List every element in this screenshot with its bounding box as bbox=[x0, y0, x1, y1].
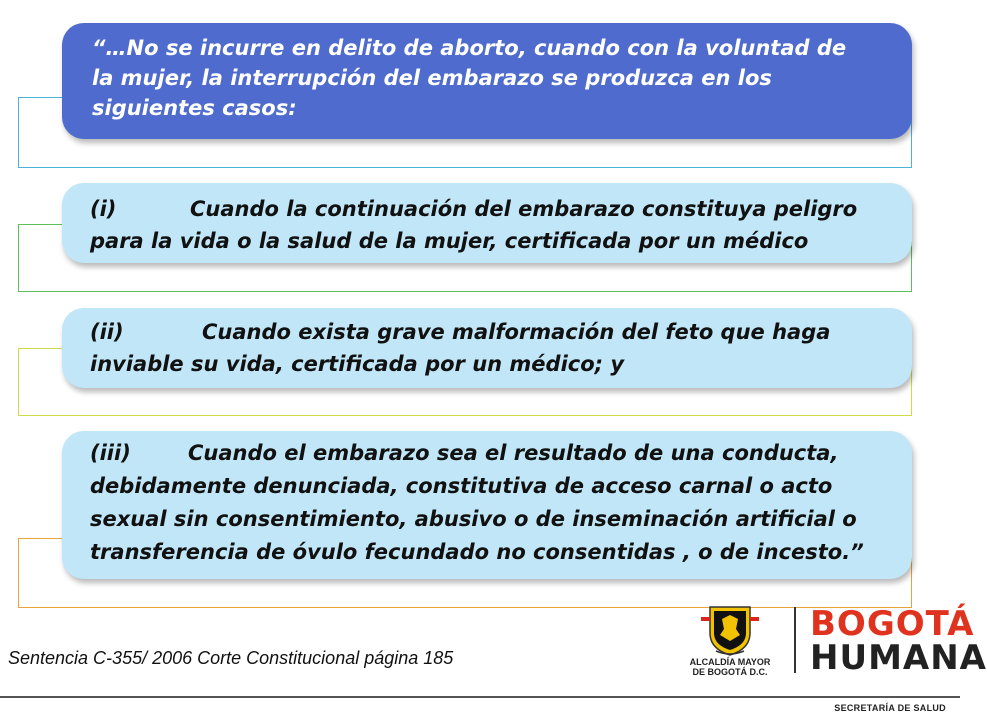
footer-divider bbox=[0, 696, 960, 698]
case-ii-marker: (ii) bbox=[90, 320, 124, 344]
citation-text: Sentencia C-355/ 2006 Corte Constitucional página 185 bbox=[8, 648, 454, 668]
case-iii-line-1: Cuando el embarazo sea el resultado de una conducta, bbox=[188, 441, 839, 465]
case-iii-line-2: debidamente denunciada, constitutiva de acceso carnal o acto bbox=[90, 474, 833, 498]
bogota-humana-logo bbox=[810, 604, 987, 678]
alcaldia-line-1: ALCALDÍA MAYOR bbox=[689, 657, 771, 667]
brand-bottom: HUMANA bbox=[810, 638, 987, 678]
case-iii-line-4: transferencia de óvulo fecundado no consentidas , o de incesto.” bbox=[90, 540, 864, 564]
brand-top: BOGOTÁ bbox=[810, 604, 975, 644]
alcaldia-label bbox=[680, 657, 780, 677]
case-i-line-2: para la vida o la salud de la mujer, certificada por un médico bbox=[90, 229, 809, 253]
case-iii-card bbox=[62, 431, 912, 579]
bogota-crest-icon bbox=[698, 605, 762, 657]
footer-department: SECRETARÍA DE SALUD bbox=[834, 703, 946, 713]
case-i-marker: (i) bbox=[90, 197, 117, 221]
case-ii-line-1: Cuando exista grave malformación del feto que haga bbox=[202, 320, 831, 344]
intro-line-1: “…No se incurre en delito de aborto, cuando con la voluntad de bbox=[92, 36, 847, 60]
case-i-line-1: Cuando la continuación del embarazo constituya peligro bbox=[190, 197, 858, 221]
case-iii-line-3: sexual sin consentimiento, abusivo o de inseminación artificial o bbox=[90, 507, 857, 531]
logo-block bbox=[680, 603, 987, 693]
case-ii-line-2: inviable su vida, certificada por un médico; y bbox=[90, 352, 625, 376]
logo-divider bbox=[794, 607, 796, 673]
intro-line-3: siguientes casos: bbox=[92, 96, 297, 120]
case-i-card bbox=[62, 183, 912, 263]
case-ii-card bbox=[62, 308, 912, 388]
case-iii-marker: (iii) bbox=[90, 441, 131, 465]
intro-line-2: la mujer, la interrupción del embarazo se produzca en los bbox=[92, 66, 772, 90]
alcaldia-line-2: DE BOGOTÁ D.C. bbox=[692, 667, 768, 677]
intro-quote-card bbox=[62, 23, 912, 139]
